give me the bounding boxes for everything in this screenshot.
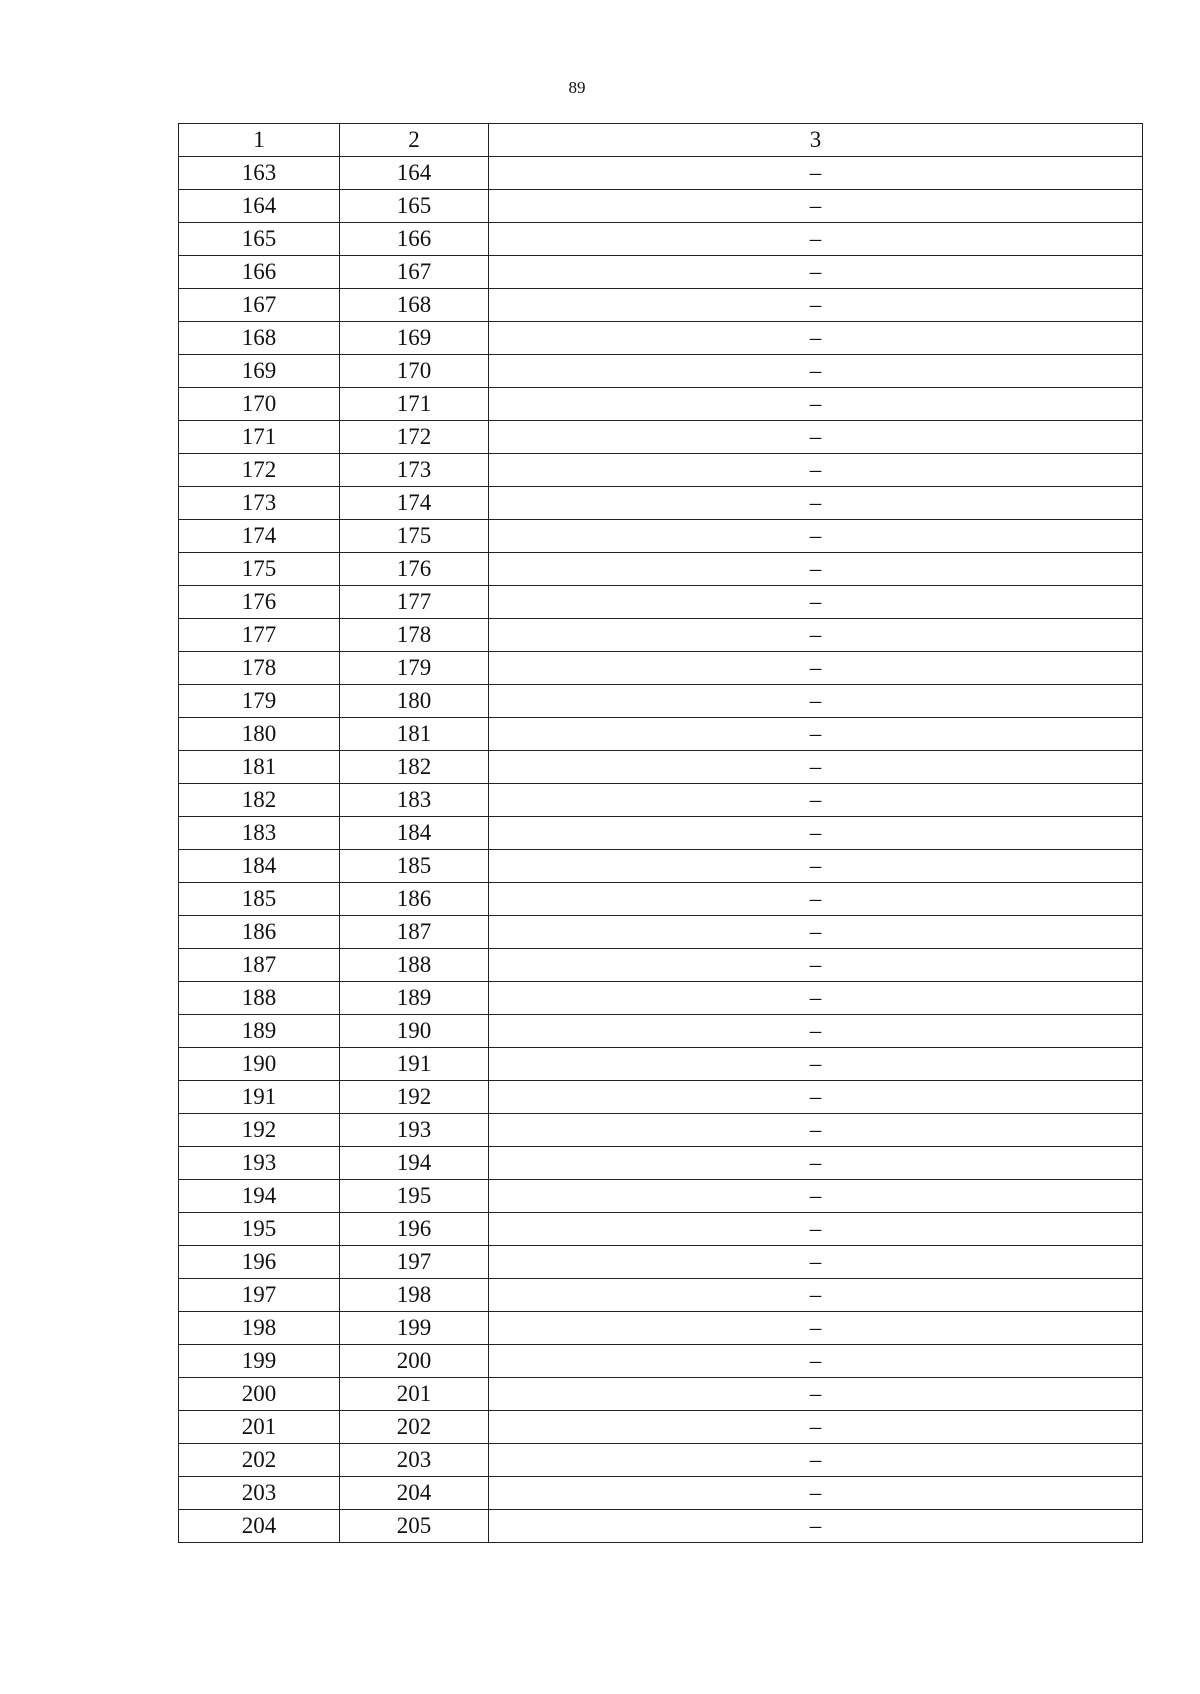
table-cell: 167 [179,289,340,322]
table-row [179,784,1143,817]
table-cell: – [489,1510,1143,1543]
table-row [179,586,1143,619]
table-cell: 202 [179,1444,340,1477]
table-cell: 166 [340,223,489,256]
table-cell: – [489,1213,1143,1246]
table-row [179,1213,1143,1246]
table-cell: 173 [340,454,489,487]
table-cell: 165 [179,223,340,256]
table-cell: 196 [179,1246,340,1279]
table-row [179,223,1143,256]
table-row [179,1081,1143,1114]
table-cell: 179 [179,685,340,718]
table-cell: 170 [179,388,340,421]
table-cell: 185 [340,850,489,883]
table-cell: – [489,256,1143,289]
table-row [179,520,1143,553]
table-cell: 197 [340,1246,489,1279]
table-row [179,1114,1143,1147]
table-cell: 171 [179,421,340,454]
table-cell: 176 [179,586,340,619]
table-cell: – [489,487,1143,520]
table-cell: 201 [340,1378,489,1411]
table-cell: 190 [179,1048,340,1081]
table-cell: 199 [340,1312,489,1345]
table-cell: 191 [340,1048,489,1081]
table-row [179,256,1143,289]
table-row [179,685,1143,718]
table-cell: – [489,1378,1143,1411]
table-cell: 192 [179,1114,340,1147]
table-cell: – [489,1048,1143,1081]
table-cell: – [489,916,1143,949]
table-cell: 198 [179,1312,340,1345]
table-cell: 176 [340,553,489,586]
table-cell: 193 [179,1147,340,1180]
table-cell: 169 [340,322,489,355]
table-cell: – [489,619,1143,652]
table-cell: 168 [340,289,489,322]
table-cell: 187 [179,949,340,982]
table-row [179,454,1143,487]
table-cell: 196 [340,1213,489,1246]
table-cell: 177 [179,619,340,652]
table-row [179,916,1143,949]
table-cell: – [489,355,1143,388]
table-cell: 163 [179,157,340,190]
table-cell: 170 [340,355,489,388]
table-cell: 200 [179,1378,340,1411]
table-row [179,619,1143,652]
table-cell: – [489,223,1143,256]
table-cell: – [489,685,1143,718]
table-cell: – [489,586,1143,619]
table-cell: 193 [340,1114,489,1147]
table-cell: – [489,1345,1143,1378]
table-cell: 164 [179,190,340,223]
table-row [179,652,1143,685]
table-cell: 180 [340,685,489,718]
table-row [179,817,1143,850]
table-cell: – [489,1147,1143,1180]
table-cell: 187 [340,916,489,949]
table-cell: 205 [340,1510,489,1543]
table-cell: 166 [179,256,340,289]
table-cell: 178 [340,619,489,652]
header-cell: 2 [340,124,489,157]
table-cell: – [489,322,1143,355]
table-row [179,1312,1143,1345]
table-cell: 197 [179,1279,340,1312]
table-cell: 181 [340,718,489,751]
table-cell: 184 [179,850,340,883]
table-cell: – [489,520,1143,553]
header-cell: 3 [489,124,1143,157]
table-cell: 195 [179,1213,340,1246]
table-row [179,553,1143,586]
table-cell: 177 [340,586,489,619]
table-cell: 203 [340,1444,489,1477]
table-cell: – [489,850,1143,883]
table-cell: 202 [340,1411,489,1444]
table-header-row [179,124,1143,157]
table-cell: – [489,157,1143,190]
table-cell: 199 [179,1345,340,1378]
table-row [179,1444,1143,1477]
table-cell: 194 [340,1147,489,1180]
table-cell: 174 [340,487,489,520]
table-cell: – [489,784,1143,817]
table-cell: 174 [179,520,340,553]
table-cell: – [489,751,1143,784]
table-cell: 204 [179,1510,340,1543]
table-cell: 195 [340,1180,489,1213]
table-cell: 172 [340,421,489,454]
table-cell: 191 [179,1081,340,1114]
table-cell: 172 [179,454,340,487]
table-cell: 168 [179,322,340,355]
table-row [179,421,1143,454]
table-row [179,1246,1143,1279]
table-cell: – [489,1114,1143,1147]
table-cell: 203 [179,1477,340,1510]
table-cell: 186 [340,883,489,916]
table-cell: – [489,718,1143,751]
table-cell: 184 [340,817,489,850]
table-row [179,1510,1143,1543]
table-cell: – [489,1312,1143,1345]
table-cell: 164 [340,157,489,190]
table-row [179,487,1143,520]
table-cell: 186 [179,916,340,949]
table-cell: 182 [340,751,489,784]
table-cell: 167 [340,256,489,289]
table-row [179,1345,1143,1378]
table-row [179,1180,1143,1213]
table-cell: 200 [340,1345,489,1378]
table-row [179,1411,1143,1444]
table-cell: – [489,1477,1143,1510]
table-row [179,1279,1143,1312]
table-cell: 181 [179,751,340,784]
table-cell: 180 [179,718,340,751]
table-row [179,388,1143,421]
table-row [179,289,1143,322]
table-row [179,322,1143,355]
table-cell: – [489,1246,1143,1279]
table-cell: – [489,1081,1143,1114]
table-cell: 190 [340,1015,489,1048]
table-row [179,1147,1143,1180]
table-row [179,190,1143,223]
table-row [179,157,1143,190]
table-cell: 165 [340,190,489,223]
table-cell: 189 [179,1015,340,1048]
table-cell: – [489,553,1143,586]
table-row [179,850,1143,883]
table-cell: – [489,1279,1143,1312]
table-cell: 182 [179,784,340,817]
table-cell: – [489,289,1143,322]
table-cell: – [489,454,1143,487]
table-cell: 173 [179,487,340,520]
table-cell: – [489,1411,1143,1444]
table-cell: 183 [340,784,489,817]
table-cell: 204 [340,1477,489,1510]
table-cell: 185 [179,883,340,916]
table-cell: – [489,949,1143,982]
table-cell: 171 [340,388,489,421]
table-row [179,355,1143,388]
table-cell: – [489,1180,1143,1213]
table-row [179,1048,1143,1081]
table-row [179,1378,1143,1411]
table-row [179,1015,1143,1048]
table-cell: 201 [179,1411,340,1444]
table-cell: 192 [340,1081,489,1114]
table-cell: 188 [340,949,489,982]
table-row [179,883,1143,916]
table-cell: 175 [179,553,340,586]
table-cell: – [489,421,1143,454]
page-number: 89 [568,78,586,97]
table-cell: – [489,883,1143,916]
table-cell: – [489,190,1143,223]
table-cell: – [489,1444,1143,1477]
table-row [179,1477,1143,1510]
table-cell: 178 [179,652,340,685]
table-cell: 169 [179,355,340,388]
table-cell: 175 [340,520,489,553]
table-cell: – [489,1015,1143,1048]
table-cell: 194 [179,1180,340,1213]
data-table [178,123,1143,1543]
table-row [179,751,1143,784]
table-cell: 179 [340,652,489,685]
table-cell: – [489,652,1143,685]
table-row [179,718,1143,751]
table-cell: – [489,817,1143,850]
table-row [179,982,1143,1015]
table-cell: 189 [340,982,489,1015]
table-cell: 188 [179,982,340,1015]
header-cell: 1 [179,124,340,157]
table-row [179,949,1143,982]
table-cell: – [489,982,1143,1015]
table-cell: – [489,388,1143,421]
table-cell: 183 [179,817,340,850]
table-cell: 198 [340,1279,489,1312]
